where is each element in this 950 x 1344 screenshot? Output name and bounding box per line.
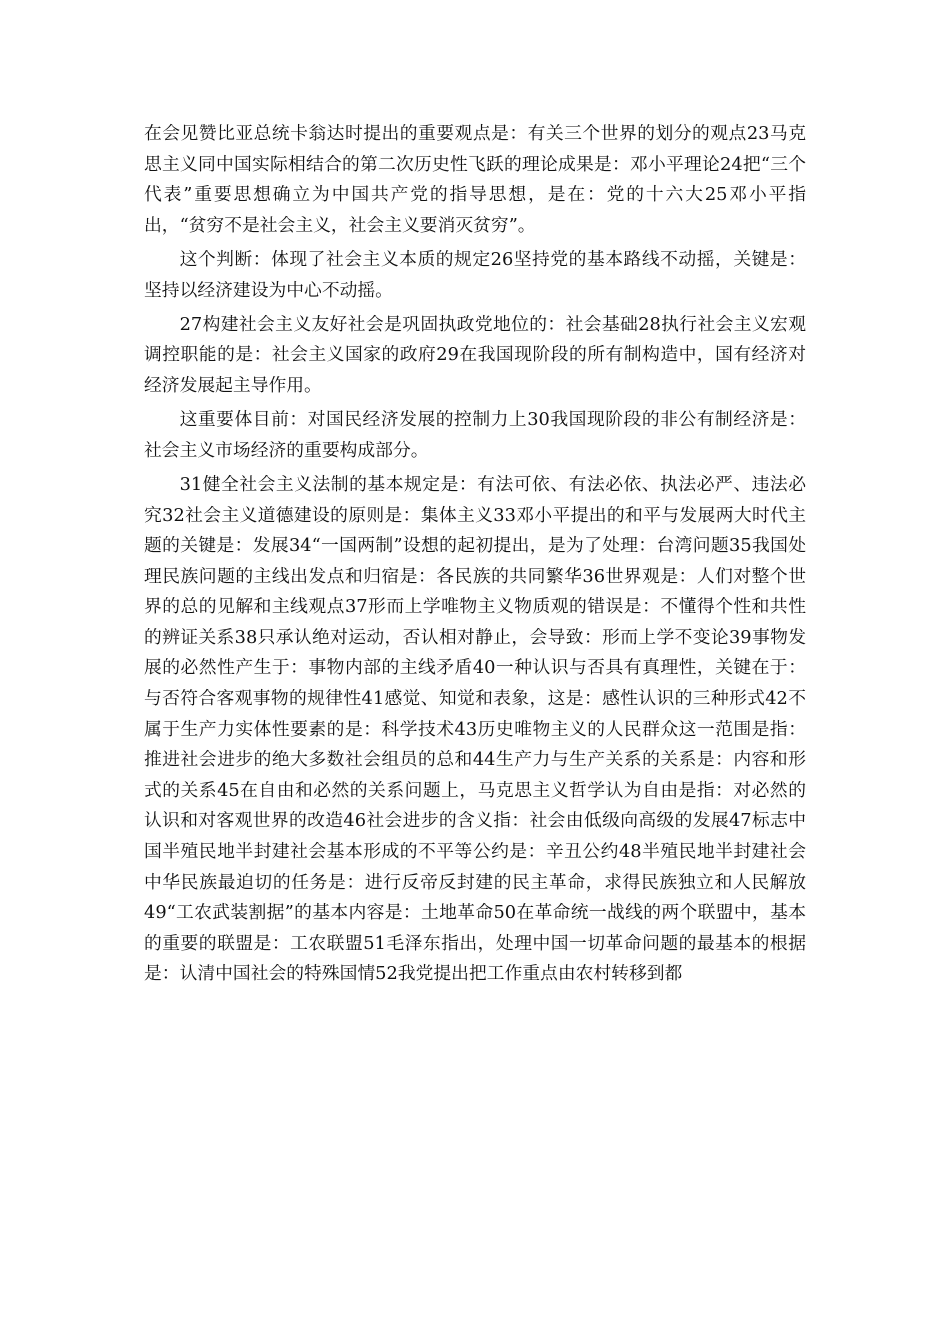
paragraph-3: 27构建社会主义友好社会是巩固执政党地位的：社会基础28执行社会主义宏观调控职能的是：社会主义国家的政府29在我国现阶段的所有制构造中，国有经济对经济发展起主导作用。 <box>144 313 806 396</box>
paragraph-4: 这重要体目前：对国民经济发展的控制力上30我国现阶段的非公有制经济是：社会主义市场经济的重要构成部分。 <box>144 409 806 461</box>
paragraph-1: 在会见赞比亚总统卡翁达时提出的重要观点是：有关三个世界的划分的观点23马克思主义同中国实际相结合的第二次历史性飞跃的理论成果是：邓小平理论24把“三个代表”重要思想确立为中国共产党的指导思想，是在：党的十六大25邓小平指出，“贫穷不是社会主义，社会主义要消灭贫穷”。 <box>144 123 806 236</box>
paragraph-5: 31健全社会主义法制的基本规定是：有法可依、有法必依、执法必严、违法必究32社会主义道德建设的原则是：集体主义33邓小平提出的和平与发展两大时代主题的关键是：发展34“一国两制”设想的起初提出，是为了处理：台湾问题35我国处理民族问题的主线出发点和归宿是：各民族的共同繁华36世界观是：人们对整个世界的总的见解和主线观点37形而上学唯物主义物质观的错误是：不懂得个性和共性的辨证关系38只承认绝对运动，否认相对静止，会导致：形而上学不变论39事物发展的必然性产生于：事物内部的主线矛盾40一种认识与否具有真理性，关键在于：与否符合客观事物的规律性41感觉、知觉和表象，这是：感性认识的三种形式42不属于生产力实体性要素的是：科学技术43历史唯物主义的人民群众这一范围是指：推进社会进步的绝大多数社会组员的总和44生产力与生产关系的关系是：内容和形式的关系45在自由和必然的关系问题上，马克思主义哲学认为自由是指：对必然的认识和对客观世界的改造46社会进步的含义指：社会由低级向高级的发展47标志中国半殖民地半封建社会基本形成的不平等公约是：辛丑公约48半殖民地半封建社会中华民族最迫切的任务是：进行反帝反封建的民主革命，求得民族独立和人民解放49“工农武装割据”的基本内容是：土地革命50在革命统一战线的两个联盟中，基本的重要的联盟是：工农联盟51毛泽东指出，处理中国一切革命问题的最基本的根据是：认清中国社会的特殊国情52我党提出把工作重点由农村转移到都 <box>144 473 806 985</box>
document-page <box>144 119 806 994</box>
paragraph-2: 这个判断：体现了社会主义本质的规定26坚持党的基本路线不动摇，关键是：坚持以经济建设为中心不动摇。 <box>144 248 806 301</box>
